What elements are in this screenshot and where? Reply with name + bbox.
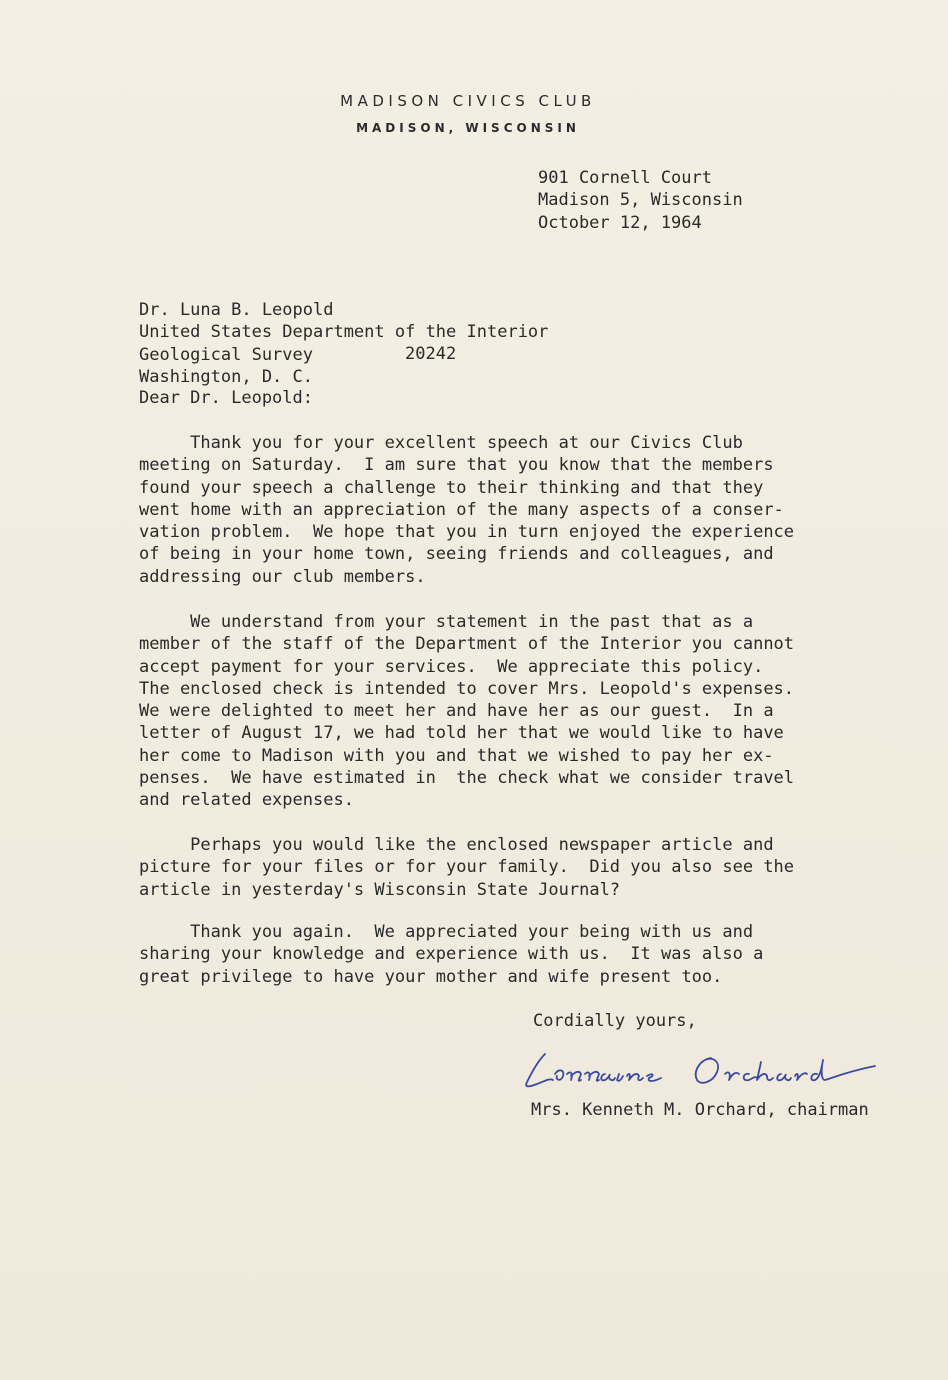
body-line: meeting on Saturday. I am sure that you know that the members — [139, 455, 774, 476]
body-line: great privilege to have your mother and wife present too. — [139, 966, 723, 987]
body-line: We understand from your statement in the past that as a — [139, 612, 754, 632]
handwritten-signature — [515, 1040, 895, 1100]
salutation: Dear Dr. Leopold: — [139, 388, 313, 408]
body-line: Thank you for your excellent speech at our Civics Club — [139, 433, 743, 453]
recipient-agency: Geological Survey — [139, 344, 313, 365]
body-paragraph-4 — [139, 921, 859, 988]
body-line: accept payment for your services. We appreciate this policy. — [139, 656, 764, 677]
body-line: found your speech a challenge to their thinking and that they — [139, 477, 764, 498]
body-line: and related expenses. — [139, 790, 354, 811]
body-line: Perhaps you would like the enclosed newspaper article and — [139, 835, 774, 855]
body-line: picture for your files or for your family. Did you also see the — [139, 857, 795, 878]
closing: Cordially yours, — [533, 1011, 697, 1031]
body-paragraph-1 — [139, 432, 859, 588]
letter-date: October 12, 1964 — [538, 212, 702, 233]
body-line: The enclosed check is intended to cover Mrs. Leopold's expenses. — [139, 678, 795, 699]
letterhead-city: MADISON, WISCONSIN — [356, 121, 580, 135]
body-line: member of the staff of the Department of the Interior you cannot — [139, 634, 795, 655]
body-line: penses. We have estimated in the check what we consider travel — [139, 768, 795, 789]
body-paragraph-2 — [139, 611, 859, 812]
recipient-address — [139, 299, 548, 388]
body-line: We were delighted to meet her and have her as our guest. In a — [139, 701, 774, 722]
body-line: sharing your knowledge and experience with us. It was also a — [139, 944, 764, 965]
signer-name: Mrs. Kenneth M. Orchard, chairman — [531, 1100, 869, 1120]
body-line: Thank you again. We appreciated your being with us and — [139, 922, 754, 942]
body-line: letter of August 17, we had told her that we would like to have — [139, 723, 784, 744]
body-line: article in yesterday's Wisconsin State Journal? — [139, 879, 621, 900]
sender-street: 901 Cornell Court — [538, 168, 712, 188]
recipient-department: United States Department of the Interior — [139, 322, 549, 343]
body-line: of being in your home town, seeing friends and colleagues, and — [139, 544, 774, 565]
body-line: vation problem. We hope that you in turn enjoyed the experience — [139, 522, 795, 543]
recipient-zip: 20242 — [405, 344, 457, 364]
recipient-name: Dr. Luna B. Leopold — [139, 300, 334, 320]
letterhead-name: MADISON CIVICS CLUB — [340, 92, 596, 110]
body-paragraph-3 — [139, 834, 859, 901]
sender-address — [538, 167, 743, 234]
sender-city: Madison 5, Wisconsin — [538, 190, 743, 211]
body-line: her come to Madison with you and that we wished to pay her ex- — [139, 745, 774, 766]
body-line: went home with an appreciation of the many aspects of a conser- — [139, 499, 784, 520]
recipient-city: Washington, D. C. — [139, 366, 313, 387]
body-line: addressing our club members. — [139, 566, 426, 587]
